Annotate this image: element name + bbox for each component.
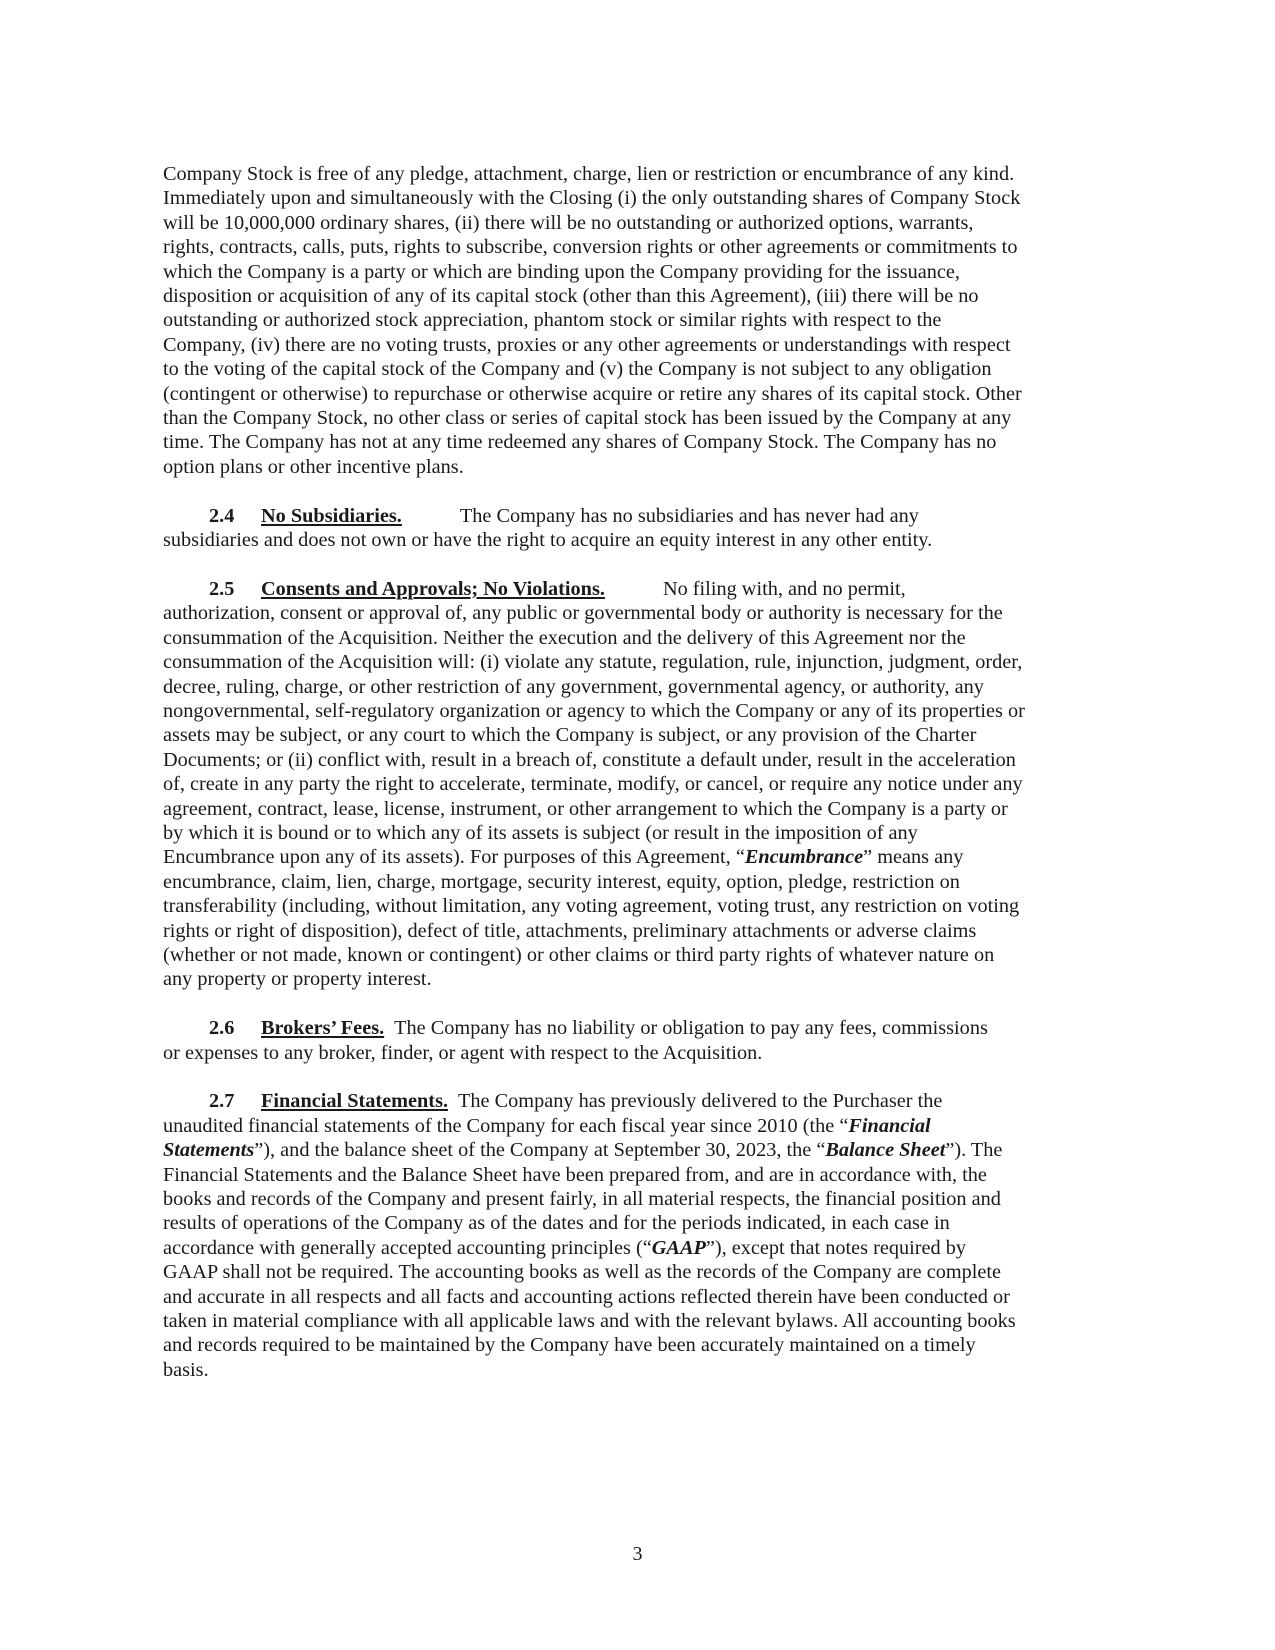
section-heading: Brokers’ Fees. [261,1017,385,1040]
section-2-4 [163,504,1123,553]
text-fragment: ”). The [945,1139,1003,1162]
section-2-6 [163,1016,1123,1065]
section-number: 2.7 [209,1090,235,1113]
text-line: subsidiaries and does not own or have the right to acquire an equity interest in any other entity. [163,529,933,552]
text-line: basis. [163,1358,209,1381]
text-line: GAAP shall not be required. The accounting books as well as the records of the Company are complete [163,1261,1002,1284]
text-line: rights, contracts, calls, puts, rights to subscribe, conversion rights or other agreements or commitments to [163,236,1018,259]
section-number: 2.4 [209,504,235,527]
text-line: than the Company Stock, no other class or series of capital stock has been issued by the Company at any [163,407,1012,430]
text-fragment: ” means any [863,846,964,869]
text-line: Financial Statements and the Balance Sheet have been prepared from, and are in accordance with, the [163,1163,987,1186]
text-line: consummation of the Acquisition will: (i) violate any statute, regulation, rule, injunction, judgment, order, [163,651,1023,674]
text-line: (whether or not made, known or contingent) or other claims or third party rights of whatever nature on [163,943,995,966]
text-line: encumbrance, claim, lien, charge, mortgage, security interest, equity, option, pledge, restriction on [163,870,960,893]
section-2-7 [163,1089,1123,1382]
text-fragment: Encumbrance upon any of its assets). For purposes of this Agreement, “ [163,846,745,869]
text-line: which the Company is a party or which are binding upon the Company providing for the issuance, [163,260,960,283]
text-line: books and records of the Company and present fairly, in all material respects, the financial position and [163,1188,1001,1210]
section-number: 2.6 [209,1017,235,1040]
text-line: by which it is bound or to which any of its assets is subject (or result in the imposition of any [163,821,918,844]
page-number: 3 [632,1543,643,1565]
text-line: The Company has previously delivered to the Purchaser the [458,1090,943,1113]
section-2-5 [163,577,1123,992]
text-line: results of operations of the Company as of the dates and for the periods indicated, in each case in [163,1212,950,1235]
text-line: transferability (including, without limitation, any voting agreement, voting trust, any restriction on voting [163,895,1020,918]
text-line: outstanding or authorized stock appreciation, phantom stock or similar rights with respect to the [163,309,942,332]
text-line: authorization, consent or approval of, any public or governmental body or authority is necessary for the [163,602,1003,625]
paragraph-capital-stock [163,162,1123,479]
text-line: of, create in any party the right to accelerate, terminate, modify, or cancel, or require any notice under any [163,773,1023,796]
text-fragment: accordance with generally accepted accounting principles (“ [163,1236,652,1259]
text-line: and accurate in all respects and all facts and accounting actions reflected therein have been conducted or [163,1285,1010,1308]
text-line: Company, (iv) there are no voting trusts, proxies or any other agreements or understandings with respect [163,333,1011,356]
section-number: 2.5 [209,577,235,600]
text-line: Company Stock is free of any pledge, attachment, charge, lien or restriction or encumbrance of any kind. [163,163,1015,185]
text-line: agreement, contract, lease, license, instrument, or other arrangement to which the Company is a party or [163,797,1008,820]
text-line: to the voting of the capital stock of the Company and (v) the Company is not subject to any obligation [163,358,992,381]
text-line: or expenses to any broker, finder, or agent with respect to the Acquisition. [163,1041,763,1064]
text-fragment: unaudited financial statements of the Company for each fiscal year since 2010 (the “ [163,1114,849,1137]
section-heading: No Subsidiaries. [261,504,402,527]
text-line: time. The Company has not at any time redeemed any shares of Company Stock. The Company has no [163,431,997,454]
text-fragment: ”), except that notes required by [705,1236,967,1259]
defined-term: GAAP [651,1236,706,1259]
text-line: any property or property interest. [163,968,432,991]
text-line: and records required to be maintained by the Company have been accurately maintained on a timely [163,1334,976,1357]
section-heading: Financial Statements. [261,1090,449,1113]
text-line: (contingent or otherwise) to repurchase or otherwise acquire or retire any shares of its capital stock. Other [163,382,1022,405]
text-line: assets may be subject, or any court to which the Company is subject, or any provision of the Charter [163,724,977,747]
text-line: Immediately upon and simultaneously with the Closing (i) the only outstanding shares of Company Stock [163,187,1021,210]
text-line: Documents; or (ii) conflict with, result in a breach of, constitute a default under, result in the acceleration [163,748,1016,771]
defined-term: Financial [848,1114,931,1137]
text-line: The Company has no subsidiaries and has never had any [459,504,919,527]
text-line: option plans or other incentive plans. [163,455,464,478]
defined-term: Encumbrance [744,846,864,869]
defined-term: Statements [163,1139,255,1162]
text-line: The Company has no liability or obligation to pay any fees, commissions [394,1017,988,1040]
document-page [163,162,1123,1382]
text-line: consummation of the Acquisition. Neither the execution and the delivery of this Agreement nor the [163,626,966,649]
text-line: will be 10,000,000 ordinary shares, (ii) there will be no outstanding or authorized options, warrants, [163,211,974,234]
text-fragment: ”), and the balance sheet of the Company at September 30, 2023, the “ [254,1139,826,1162]
section-heading: Consents and Approvals; No Violations. [261,577,605,600]
text-line: rights or right of disposition), defect of title, attachments, preliminary attachments or adverse claims [163,919,977,942]
text-line: No filing with, and no permit, [662,577,906,600]
text-line: decree, ruling, charge, or other restriction of any government, governmental agency, or authority, any [163,675,984,698]
text-line: nongovernmental, self-regulatory organization or agency to which the Company or any of its properties or [163,699,1025,722]
text-line: disposition or acquisition of any of its capital stock (other than this Agreement), (iii) there will be no [163,285,979,308]
text-line: taken in material compliance with all applicable laws and with the relevant bylaws. All accounting books [163,1310,1016,1333]
defined-term: Balance Sheet [825,1139,946,1162]
